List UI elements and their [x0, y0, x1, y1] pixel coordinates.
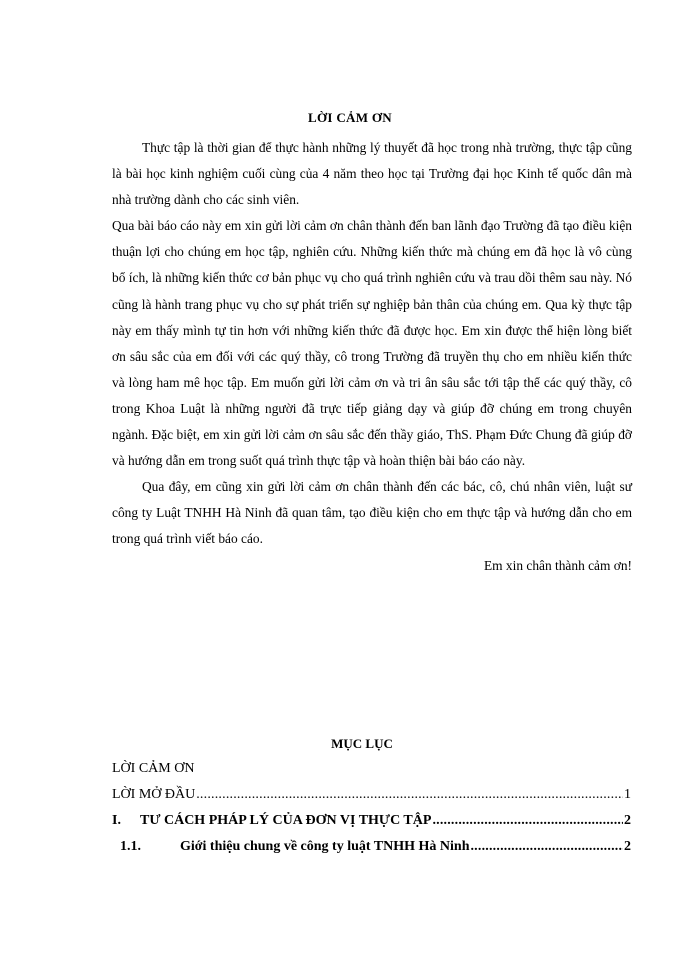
- toc-entry-number: I.: [112, 813, 121, 828]
- toc-entry-page: 2: [624, 813, 631, 828]
- toc-entry-acknowledgement[interactable]: [112, 756, 631, 782]
- toc-entry-number: 1.1.: [120, 839, 141, 854]
- acknowledgement-title: LỜI CẢM ƠN: [308, 110, 392, 125]
- table-of-contents: [112, 756, 631, 860]
- acknowledgement-body: [112, 135, 632, 579]
- acknowledgement-paragraph-3: Qua đây, em cũng xin gửi lời cảm ơn chân thành đến các bác, cô, chú nhân viên, luật sư công ty Luật TNHH Hà Ninh đã quan tâm, tạo điều kiện cho em thực tập và hướng dẫn cho em trong quá trình viết báo cáo.: [112, 479, 632, 547]
- acknowledgement-closing: Em xin chân thành cảm ơn!: [483, 557, 632, 573]
- toc-entry-page: 1: [624, 787, 631, 802]
- toc-entry-section-1[interactable]: [112, 808, 631, 834]
- toc-dot-leader: [432, 808, 623, 834]
- toc-entry-label: Giới thiệu chung về công ty luật TNHH Hà Ninh: [180, 839, 470, 854]
- toc-entry-section-1-1[interactable]: [112, 834, 631, 860]
- toc-dot-leader: [470, 834, 623, 860]
- toc-entry-label: TƯ CÁCH PHÁP LÝ CỦA ĐƠN VỊ THỰC TẬP: [140, 813, 432, 828]
- toc-entry-label: LỜI MỞ ĐẦU: [112, 787, 196, 802]
- toc-entry-label: LỜI CẢM ƠN: [112, 761, 195, 776]
- toc-title: MỤC LỤC: [331, 736, 393, 751]
- toc-entry-introduction[interactable]: [112, 782, 631, 808]
- acknowledgement-paragraph-1: Thực tập là thời gian để thực hành những lý thuyết đã học trong nhà trường, thực tập cũng là bài học kinh nghiệm cuối cùng của 4 năm theo học tại Trường đại học Kinh tế quốc dân mà nhà trường dành cho các sinh viên.: [112, 140, 632, 208]
- acknowledgement-paragraph-2: Qua bài báo cáo này em xin gửi lời cảm ơn chân thành đến ban lãnh đạo Trường đã tạo điều kiện thuận lợi cho chúng em học tập, nghiên cứu. Những kiến thức mà chúng em đã học là vô cùng bổ ích, là những kiến thức cơ bản phục vụ cho quá trình nghiên cứu và trau dồi thêm sau này. Nó cũng là hành trang phục vụ cho sự phát triển sự nghiệp bản thân của chúng em. Qua kỳ thực tập này em thấy mình tự tin hơn với những kiến thức đã được học. Em xin được thể hiện lòng biết ơn sâu sắc của em đối với các quý thầy, cô trong Trường đã truyền thụ cho em nhiều kiến thức và lòng ham mê học tập. Em muốn gửi lời cảm ơn và tri ân sâu sắc tới tập thể các quý thầy, cô trong Khoa Luật là những người đã trực tiếp giảng dạy và giúp đỡ chúng em trong chuyên ngành. Đặc biệt, em xin gửi lời cảm ơn sâu sắc đến thầy giáo, ThS. Phạm Đức Chung đã giúp đỡ và hướng dẫn em trong suốt quá trình thực tập và hoàn thiện bài báo cáo này.: [112, 218, 632, 469]
- toc-dot-leader: [196, 782, 623, 808]
- toc-entry-page: 2: [624, 839, 631, 854]
